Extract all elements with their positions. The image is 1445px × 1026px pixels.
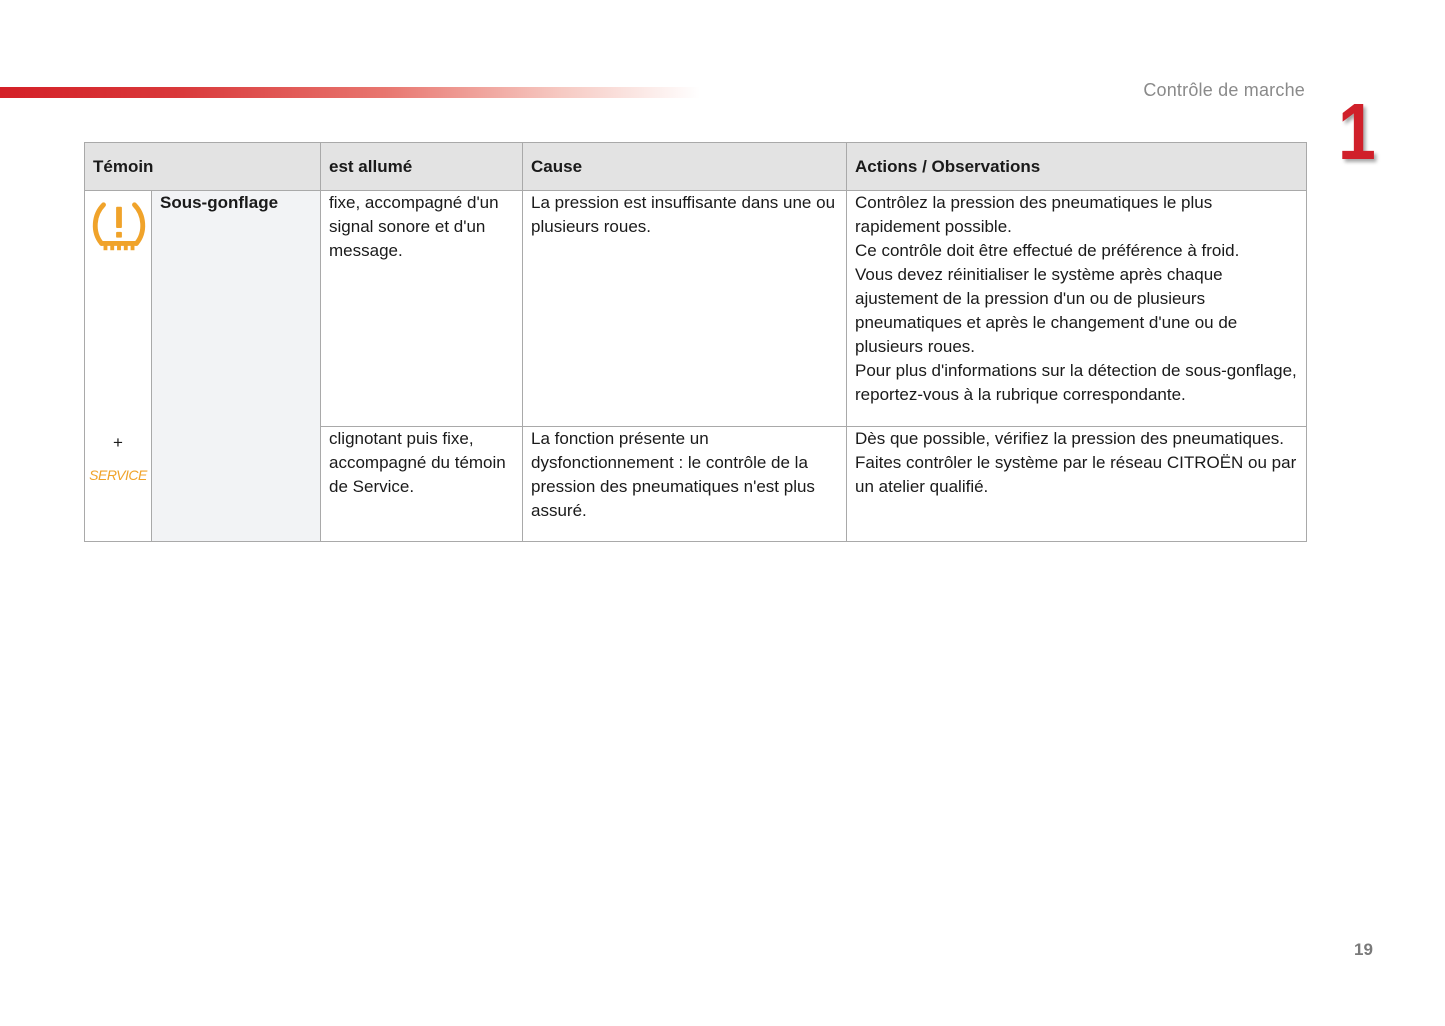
column-header-actions: Actions / Observations bbox=[847, 143, 1307, 191]
plus-sign: + bbox=[113, 433, 123, 452]
table-header-row bbox=[85, 143, 1307, 191]
column-header-est-allume: est allumé bbox=[321, 143, 523, 191]
tyre-pressure-warning-icon bbox=[90, 199, 148, 257]
header-accent-bar bbox=[0, 87, 700, 98]
actions-cell bbox=[847, 191, 1307, 427]
page-number: 19 bbox=[1354, 940, 1373, 959]
warning-lamp-table bbox=[84, 142, 1307, 542]
state-cell: clignotant puis fixe, accompagné du témoin de Service. bbox=[321, 427, 523, 542]
cause-cell: La pression est insuffisante dans une ou plusieurs roues. bbox=[523, 191, 847, 427]
action-line: Vous devez réinitialiser le système après chaque ajustement de la pression d'un ou de plusieurs pneumatiques et après le changement d'une ou de plusieurs roues. bbox=[855, 265, 1238, 356]
service-warning-icon: SERVICE bbox=[89, 467, 147, 483]
cause-cell: La fonction présente un dysfonctionnement : le contrôle de la pression des pneumatiques n'est plus assuré. bbox=[523, 427, 847, 542]
table-row bbox=[85, 191, 1307, 427]
action-line: Dès que possible, vérifiez la pression des pneumatiques. bbox=[855, 429, 1285, 448]
column-header-cause: Cause bbox=[523, 143, 847, 191]
section-title: Contrôle de marche bbox=[1143, 80, 1305, 100]
warning-name: Sous-gonflage bbox=[152, 191, 321, 542]
column-header-temoin: Témoin bbox=[85, 143, 321, 191]
action-line: Ce contrôle doit être effectué de préférence à froid. bbox=[855, 241, 1240, 260]
state-cell: fixe, accompagné d'un signal sonore et d'un message. bbox=[321, 191, 523, 427]
actions-cell bbox=[847, 427, 1307, 542]
action-line: Faites contrôler le système par le réseau CITROËN ou par un atelier qualifié. bbox=[855, 453, 1297, 496]
action-line: Contrôlez la pression des pneumatiques le plus rapidement possible. bbox=[855, 193, 1213, 236]
warning-icon-cell bbox=[85, 191, 152, 542]
chapter-number: 1 bbox=[1338, 87, 1376, 176]
action-line: Pour plus d'informations sur la détection de sous-gonflage, reportez-vous à la rubrique correspondante. bbox=[855, 361, 1297, 404]
